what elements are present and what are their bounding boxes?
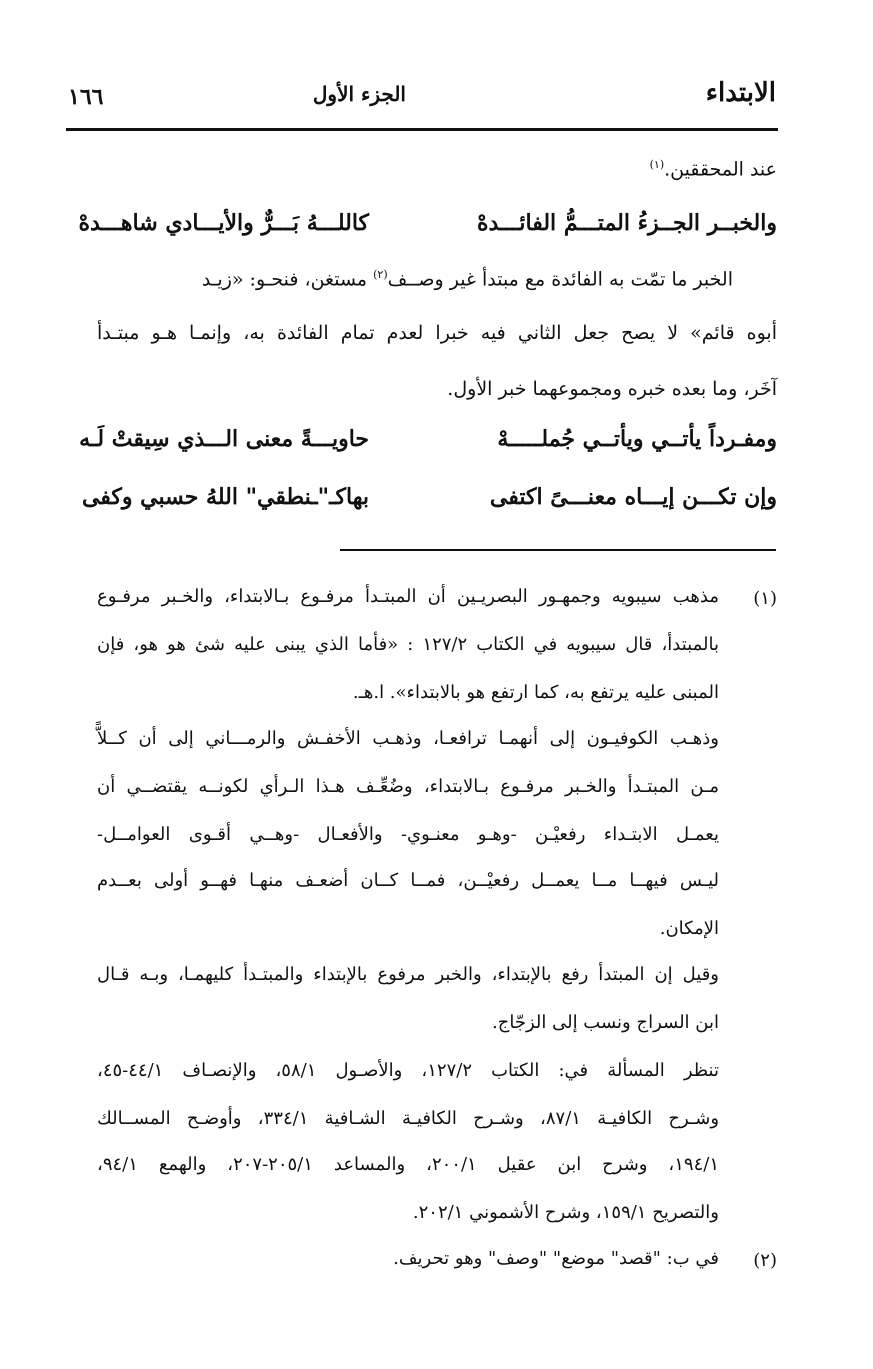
footnote-line: في ب: "قصد" موضع" "وصف" وهو تحريف. [393, 1248, 719, 1269]
footnote-line: يعمـل الابتـداء رفعيْـن -وهـو معنـوي- والأفعـال -وهــي أقـوى العوامــل- [97, 824, 719, 845]
body-line-4: آخَر، وما بعده خبره ومجموعهما خبر الأول. [447, 378, 777, 400]
chapter-title: الابتداء [705, 78, 776, 108]
body-line-1: عند المحققين.$^{(١)}$ [649, 158, 777, 181]
footnote-line: وذهـب الكوفيـون إلى أنهمـا ترافعـا، وذهـب الأخفـش والرمـــاني إلى أن كــلاًّ [97, 728, 719, 749]
footnote-line: والتصريح ١٥٩/١، وشرح الأشموني ٢٠٢/١. [412, 1202, 719, 1223]
part-title: الجزء الأول [312, 82, 406, 106]
footnote-number-2: (٢) [753, 1250, 777, 1271]
verse-3-second-hemistich: بهاكـ"ـنطقي" اللهُ حسبي وكفى [81, 484, 369, 510]
body-line-3: أبوه قائم» لا يصح جعل الثاني فيه خبرا لعدم تمام الفائدة به، وإنمـا هـو مبتـدأ [97, 322, 777, 344]
verse-3-first-hemistich: وإن تكـــن إيـــاه معنـــىً اكتفى [489, 484, 777, 510]
header-divider [66, 128, 778, 131]
footnote-line: وشـرح الكافيـة ٨٧/١، وشـرح الكافيـة الشـافية ٣٣٤/١، وأوضـح المســالك [97, 1108, 720, 1129]
footnote-line: ١٩٤/١، وشرح ابن عقيل ٢٠٠/١، والمساعد ٢٠٥/١-٢٠٧، والهمع ٩٤/١، [97, 1154, 719, 1175]
verse-1-second-hemistich: كاللـــهُ بَـــرٌّ والأيـــادي شاهـــدهْ [78, 210, 369, 236]
footnote-line: وقيل إن المبتدأ رفع بالإبتداء، والخبر مرفوع بالإبتداء والمبتـدأ كليهمـا، وبـه قـال [97, 964, 719, 985]
footnote-number-1: (١) [753, 588, 777, 609]
footnote-line: بالمبتدأ، قال سيبويه في الكتاب ١٢٧/٢ : «فأما الذي يبنى عليه شئ هو هو، فإن [97, 634, 719, 655]
page-number: ١٦٦ [68, 84, 104, 110]
footnote-line: الإمكان. [659, 918, 719, 939]
verse-1-first-hemistich: والخبــر الجــزءُ المتـــمُّ الفائـــدهْ [476, 210, 777, 236]
verse-1 [78, 210, 777, 250]
verse-2-second-hemistich: حاويـــةً معنى الـــذي سِيقتْ لَـه [79, 426, 369, 452]
footnote-line: تنظر المسألة في: الكتاب ١٢٧/٢، والأصـول ٥٨/١، والإنصـاف ٤٤/١-٤٥، [97, 1060, 719, 1081]
footnote-line: مـن المبتـدأ والخـبر مرفـوع بـالابتداء، وضُعِّـف هـذا الـرأي لكونــه يقتضــي أن [97, 776, 719, 797]
verse-2-first-hemistich: ومفـرداً يأتــي ويأتــي جُملـــــهْ [497, 426, 777, 452]
footnote-line: مذهب سيبويه وجمهـور البصريـين أن المبتـدأ مرفـوع بـالابتداء، والخـبر مرفـوع [97, 586, 719, 607]
footnote-divider [340, 549, 776, 551]
verse-3 [81, 484, 777, 524]
verse-2 [79, 426, 777, 466]
footnote-ref-2: (٢) [373, 268, 388, 281]
footnote-line: ابن السراج ونسب إلى الزجّاج. [492, 1012, 719, 1033]
footnote-ref-1: (١) [649, 158, 665, 171]
footnote-line: ليـس فيهــا مــا يعمــل رفعيْــن، فمــا كــان أضعـف منهـا فهــو أولى بعــدم [97, 870, 719, 891]
page-header [68, 78, 776, 118]
footnote-line: المبنى عليه يرتفع به، كما ارتفع هو بالابتداء». ا.هـ. [352, 682, 719, 703]
body-line-2: الخبر ما تمّت به الفائدة مع مبتدأ غير وصــف$^{(٢)}$ مستغن، فنحـو: «زيـد [201, 268, 733, 291]
